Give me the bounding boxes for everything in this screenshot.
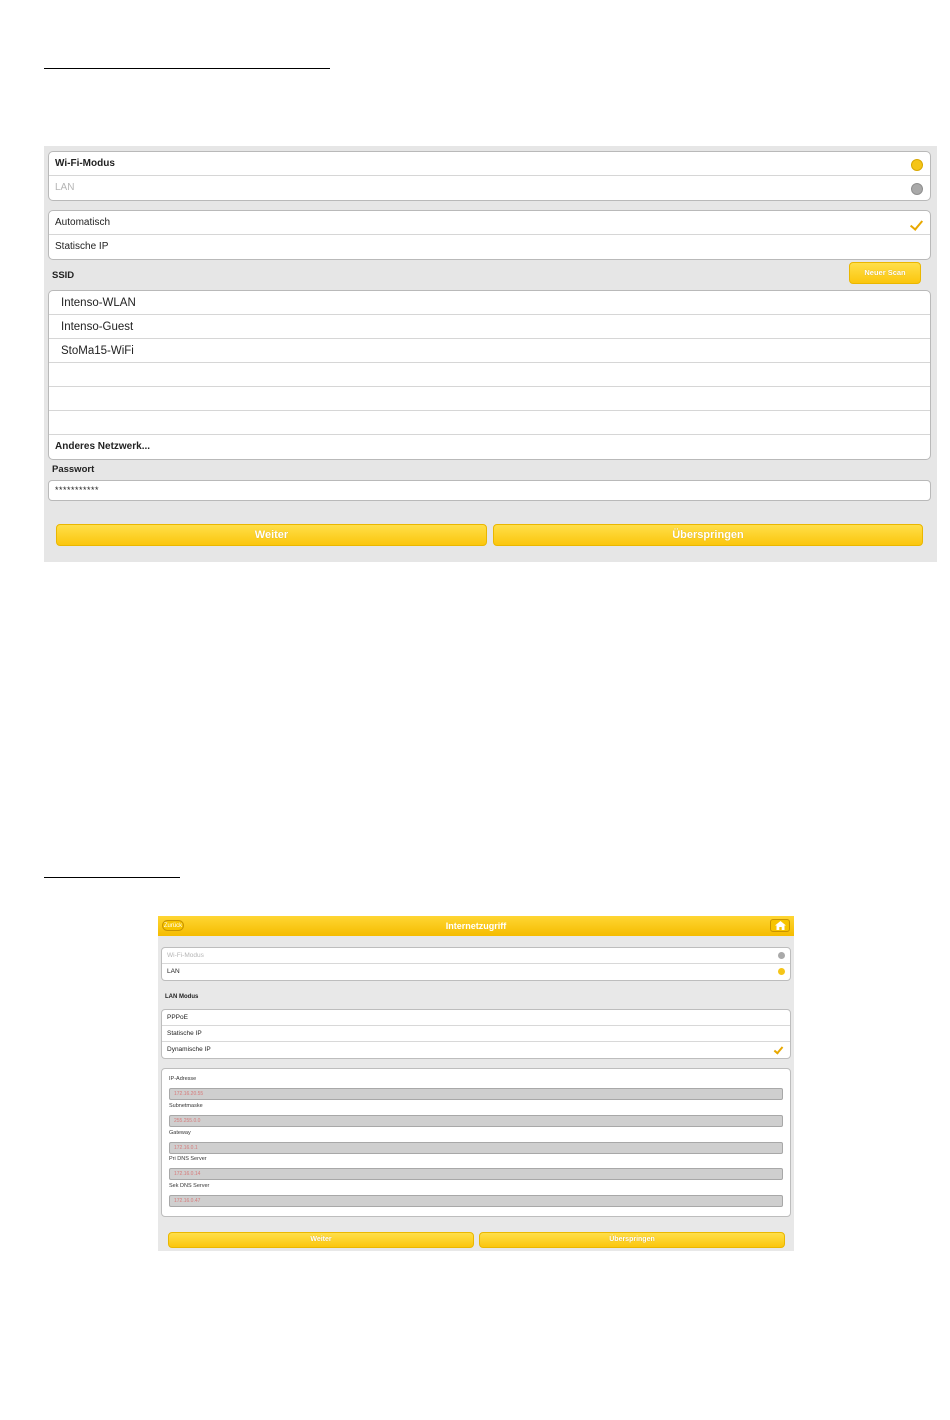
radio-selected-icon bbox=[778, 968, 785, 975]
password-label: Passwort bbox=[52, 464, 95, 475]
home-button[interactable] bbox=[770, 919, 790, 932]
ip-address-label: IP-Adresse bbox=[169, 1076, 197, 1082]
subnet-mask-input[interactable]: 255.255.0.0 bbox=[169, 1115, 783, 1127]
connection-mode-group bbox=[48, 151, 931, 201]
lan-mode-label: LAN Modus bbox=[165, 994, 199, 1000]
skip-button[interactable]: Überspringen bbox=[493, 524, 923, 546]
ssid-label: SSID bbox=[52, 270, 75, 281]
mode-option-label: Wi-Fi-Modus bbox=[167, 952, 204, 959]
mode-option-label: LAN bbox=[167, 968, 180, 975]
mode-option-wifi[interactable] bbox=[162, 948, 790, 964]
ip-settings-panel bbox=[161, 1068, 791, 1217]
radio-selected-icon bbox=[911, 159, 923, 171]
other-network-item[interactable]: Anderes Netzwerk... bbox=[55, 441, 151, 452]
network-item[interactable]: Intenso-Guest bbox=[49, 315, 930, 339]
page-title: Internetzugriff bbox=[445, 921, 507, 931]
ip-option-label: Statische IP bbox=[55, 241, 109, 252]
network-item[interactable]: Intenso-WLAN bbox=[49, 291, 930, 315]
next-button[interactable]: Weiter bbox=[168, 1232, 474, 1248]
primary-dns-label: Pri DNS Server bbox=[169, 1156, 207, 1162]
gateway-label: Gateway bbox=[169, 1130, 191, 1136]
mode-option-wifi[interactable] bbox=[49, 152, 930, 176]
lan-setup-screenshot bbox=[158, 916, 794, 1251]
subnet-mask-label: Subnetmaske bbox=[169, 1103, 203, 1109]
checkmark-icon bbox=[910, 217, 923, 231]
secondary-dns-input[interactable]: 172.16.0.47 bbox=[169, 1195, 783, 1207]
secondary-dns-label: Sek DNS Server bbox=[169, 1183, 210, 1189]
mode-option-lan[interactable] bbox=[49, 176, 930, 200]
back-button[interactable]: Zurück bbox=[162, 920, 184, 931]
mode-option-label: Wi-Fi-Modus bbox=[55, 158, 115, 169]
radio-unselected-icon bbox=[778, 952, 785, 959]
mode-option-lan[interactable] bbox=[162, 964, 790, 980]
connection-mode-group bbox=[161, 947, 791, 981]
network-item-empty bbox=[49, 363, 930, 387]
ip-option-static[interactable] bbox=[49, 235, 930, 259]
radio-unselected-icon bbox=[911, 183, 923, 195]
rescan-button[interactable]: Neuer Scan bbox=[849, 262, 921, 284]
ip-option-label: Automatisch bbox=[55, 217, 111, 228]
checkmark-icon bbox=[774, 1044, 784, 1054]
ip-option-automatic[interactable] bbox=[49, 211, 930, 235]
ssid-list bbox=[48, 290, 931, 460]
network-item-empty bbox=[49, 387, 930, 411]
top-navigation-bar bbox=[158, 916, 794, 936]
lan-option-label: Statische IP bbox=[167, 1030, 202, 1037]
lan-option-pppoe[interactable] bbox=[162, 1010, 790, 1026]
next-button[interactable]: Weiter bbox=[56, 524, 487, 546]
ip-address-input[interactable]: 172.16.20.55 bbox=[169, 1088, 783, 1100]
primary-dns-input[interactable]: 172.16.0.14 bbox=[169, 1168, 783, 1180]
section-2-heading-underline bbox=[44, 877, 180, 878]
network-item[interactable]: StoMa15-WiFi bbox=[49, 339, 930, 363]
lan-mode-group bbox=[161, 1009, 791, 1059]
mode-option-label: LAN bbox=[55, 182, 75, 193]
lan-option-static[interactable] bbox=[162, 1026, 790, 1042]
network-item-empty bbox=[49, 411, 930, 435]
home-icon bbox=[775, 921, 786, 930]
ip-mode-group bbox=[48, 210, 931, 260]
lan-option-label: Dynamische IP bbox=[167, 1046, 211, 1053]
lan-option-label: PPPoE bbox=[167, 1014, 188, 1021]
skip-button[interactable]: Überspringen bbox=[479, 1232, 785, 1248]
password-input[interactable]: *********** bbox=[48, 480, 931, 501]
lan-option-dynamic[interactable] bbox=[162, 1042, 790, 1058]
gateway-input[interactable]: 172.16.0.1 bbox=[169, 1142, 783, 1154]
section-1-heading-underline bbox=[44, 68, 330, 69]
wifi-setup-screenshot bbox=[44, 146, 937, 562]
